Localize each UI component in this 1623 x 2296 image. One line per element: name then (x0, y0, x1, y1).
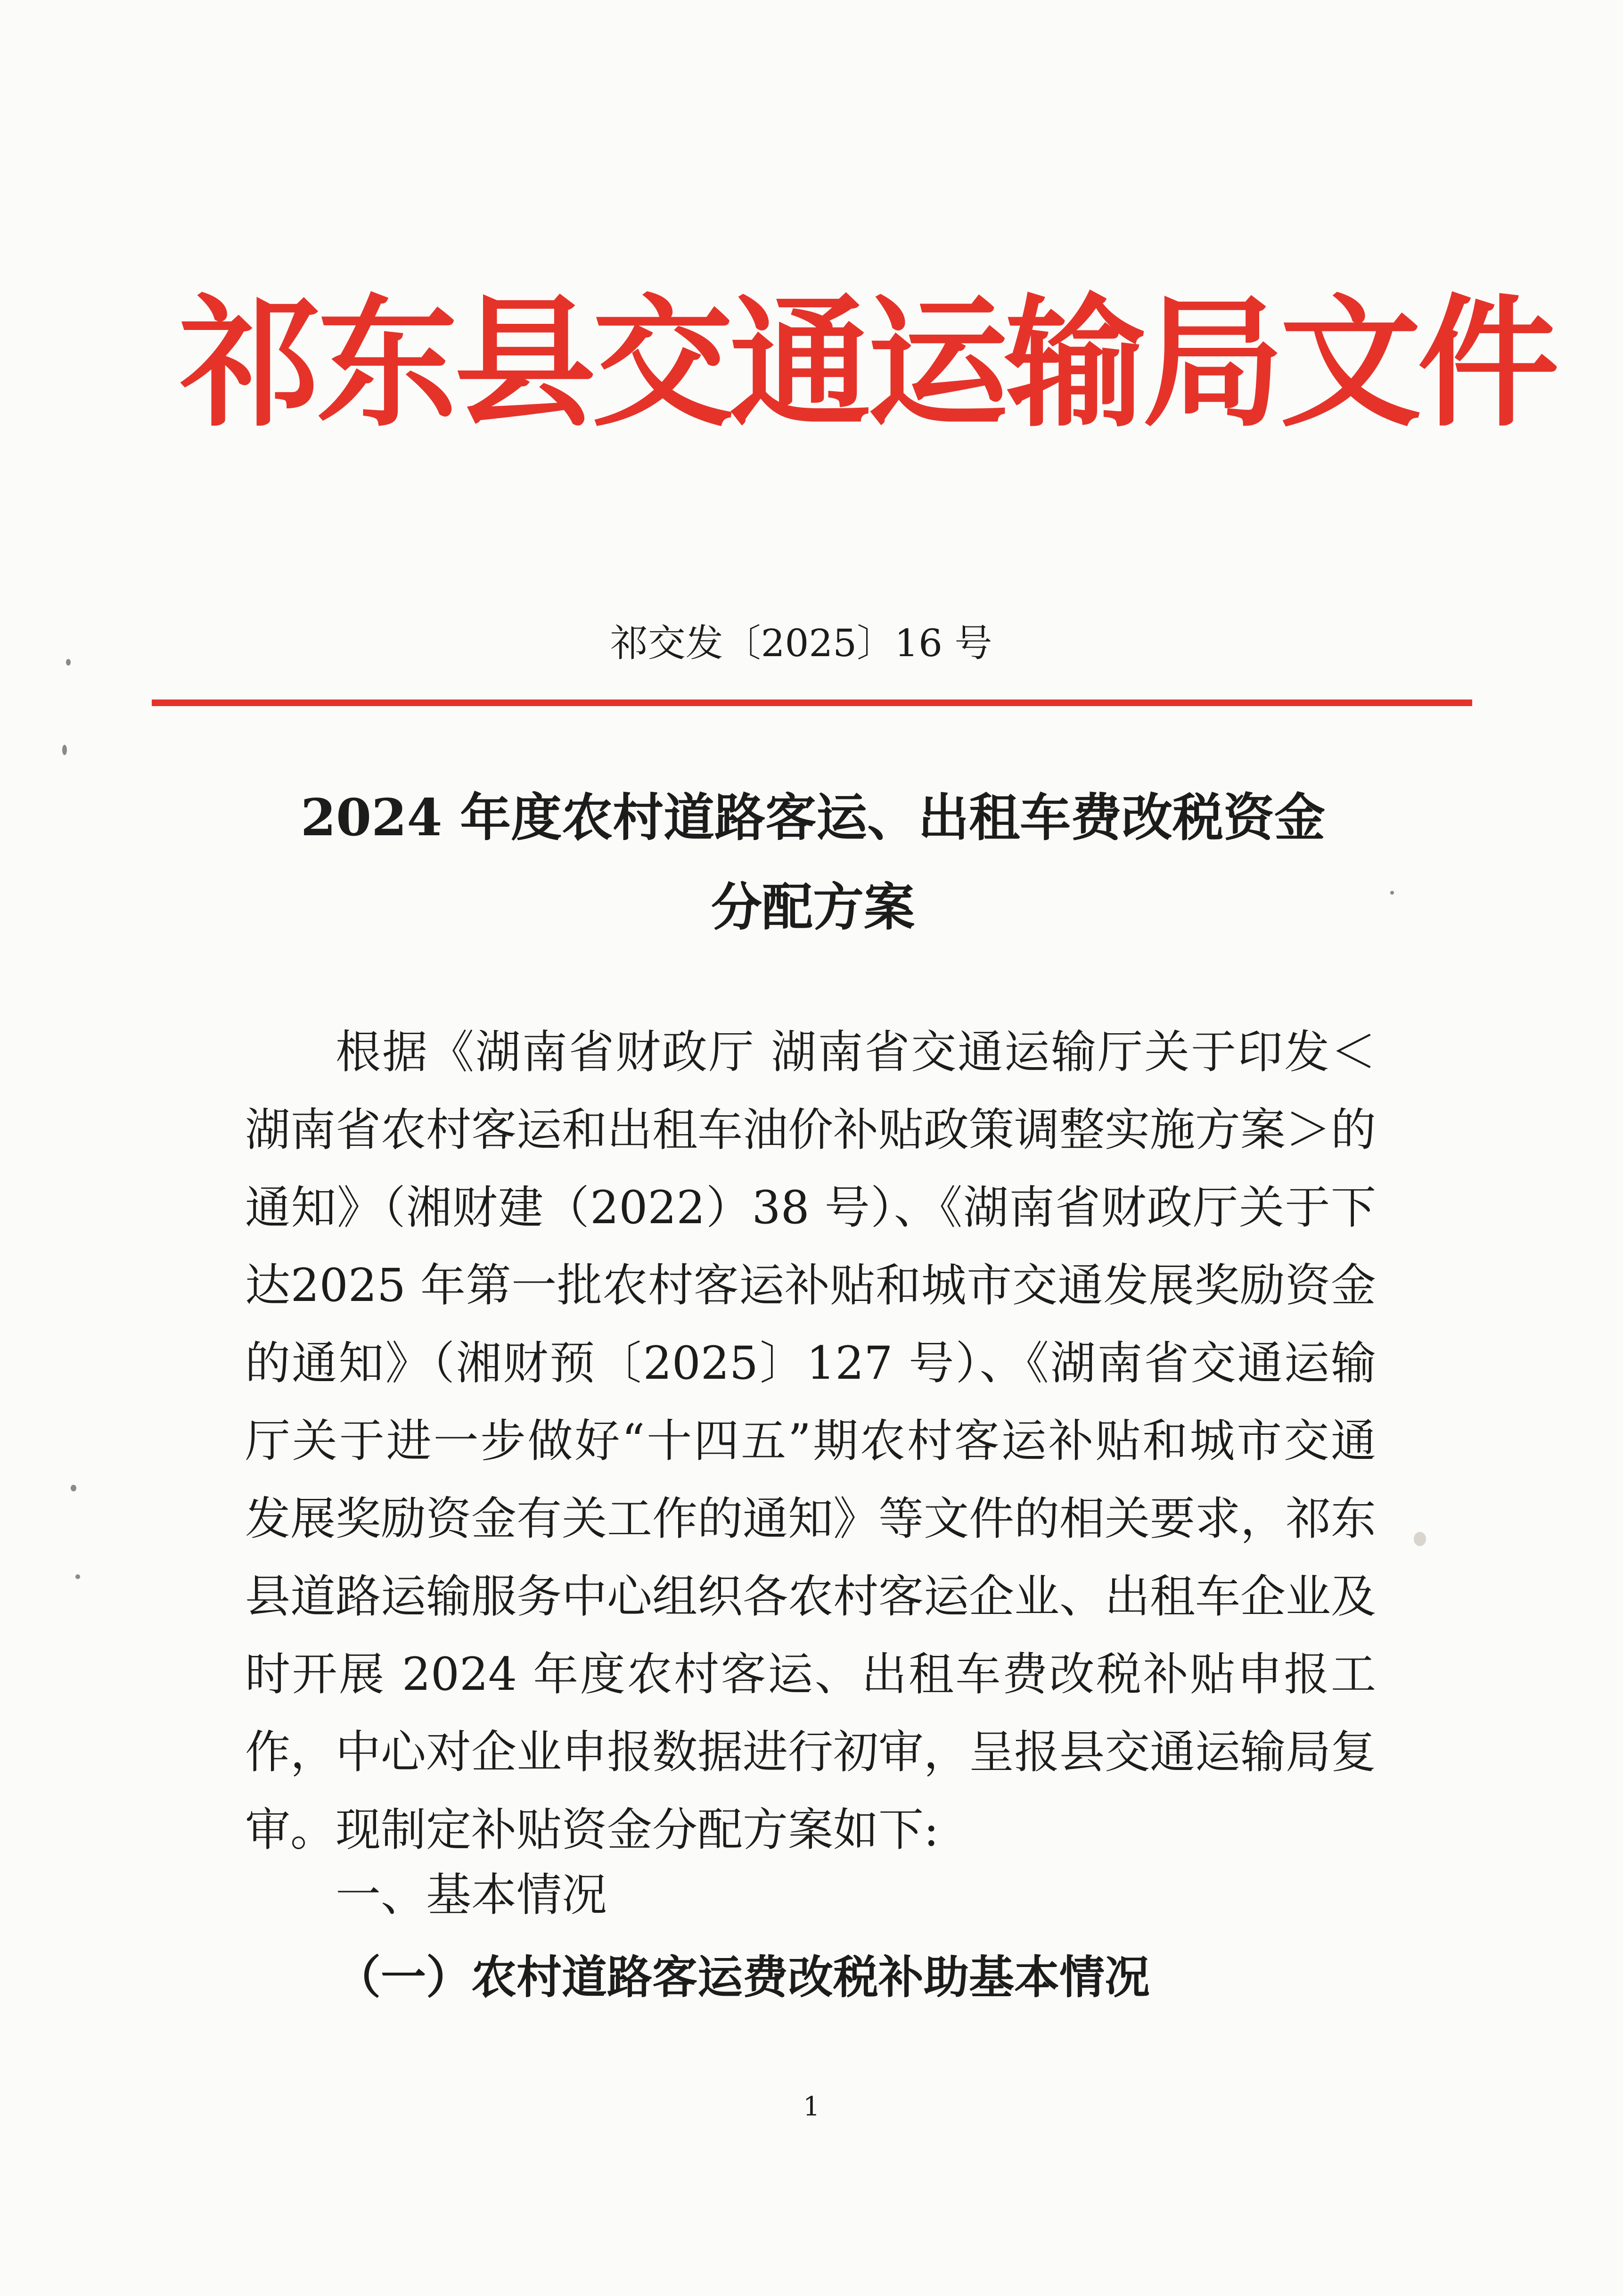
body-paragraph: 根据《湖南省财政厅 湖南省交通运输厅关于印发＜湖南省农村客运和出租车油价补贴政策调整实施方案＞的通知》（湘财建（2022）38 号）、《湖南省财政厅关于下达2025 年第一批农村客运补贴和城市交通发展奖励资金的通知》（湘财预〔2025〕127 号）、《湖南省交通运输厅关于进一步做好“十四五”期农村客运补贴和城市交通发展奖励资金有关工作的通知》等文件的相关要求，祁东县道路运输服务中心组织各农村客运企业、出租车企业及时开展 2024 年度农村客运、出租车费改税补贴申报工作，中心对企业申报数据进行初审，呈报县交通运输局复审。现制定补贴资金分配方案如下: (245, 1026, 1376, 1856)
scan-speck (71, 1485, 76, 1491)
document-number: 祁交发〔2025〕16 号 (610, 621, 992, 665)
scan-speck (66, 659, 71, 666)
section-heading-basic-info: 一、基本情况 (336, 1868, 607, 1921)
document-title-line-1: 2024 年度农村道路客运、出租车费改税资金 (300, 788, 1326, 848)
issuer-title: 祁东县交通运输局文件 (179, 280, 1555, 446)
document-title-line-2: 分配方案 (711, 878, 915, 937)
subsection-heading-rural-transport: （一）农村道路客运费改税补助基本情况 (336, 1950, 1150, 2004)
scan-speck (1390, 891, 1394, 895)
scan-speck (1414, 1532, 1426, 1546)
scan-speck (62, 745, 67, 755)
red-divider-line (152, 699, 1472, 706)
page-number: 1 (803, 2091, 820, 2122)
document-title (212, 773, 1414, 952)
scan-speck (75, 1574, 80, 1579)
